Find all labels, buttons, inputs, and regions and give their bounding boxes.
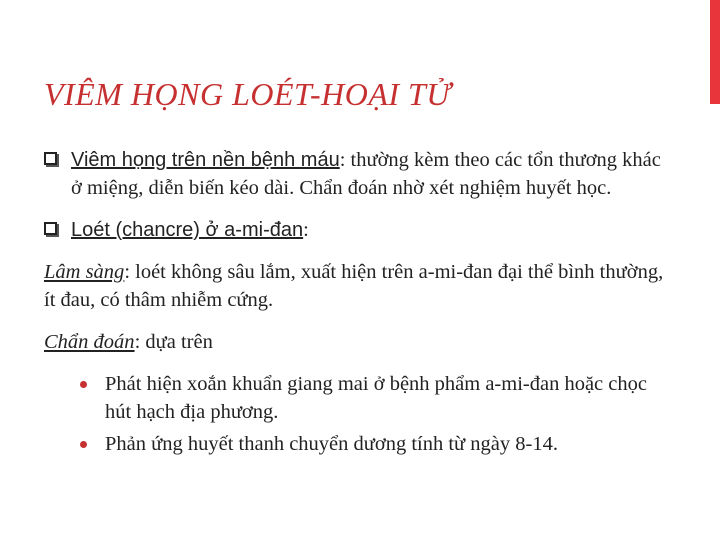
diagnosis-term: Chẩn đoán [44,331,135,353]
checkbox-item-blood-disease [44,146,664,202]
slide-content [44,146,664,458]
list-item [80,430,664,458]
clinical-text: : loét không sâu lắm, xuất hiện trên a-mi-đan đại thể bình thường, ít đau, có thâm nhiễm cứng. [44,261,664,311]
checkbox-bullet-icon [44,222,57,235]
item-lead: Viêm họng trên nền bệnh máu [71,149,340,171]
item-text: : thường kèm theo các tổn thương khác ở miệng, diễn biến kéo dài. Chẩn đoán nhờ xét nghiệm huyết học. [71,149,661,199]
bullet-text: Phát hiện xoắn khuẩn giang mai ở bệnh phẩm a-mi-đan hoặc chọc hút hạch địa phương. [105,373,647,423]
item-lead: Loét (chancre) ở a-mi-đan [71,219,304,241]
bullet-text: Phản ứng huyết thanh chuyển dương tính từ ngày 8-14. [105,433,558,455]
accent-bar [710,0,720,104]
checkbox-item-chancre [44,216,664,244]
list-item [80,370,664,426]
clinical-term: Lâm sàng [44,261,125,283]
checkbox-bullet-icon [44,152,57,165]
diagnosis-bullet-list [44,370,664,458]
diagnosis-paragraph [44,328,664,356]
slide-title: VIÊM HỌNG LOÉT-HOẠI TỬ [44,76,451,112]
clinical-paragraph [44,258,664,314]
item-text: : [303,219,309,241]
diagnosis-text: : dựa trên [134,331,213,353]
bullet-dot-icon [80,441,87,448]
bullet-dot-icon [80,381,87,388]
